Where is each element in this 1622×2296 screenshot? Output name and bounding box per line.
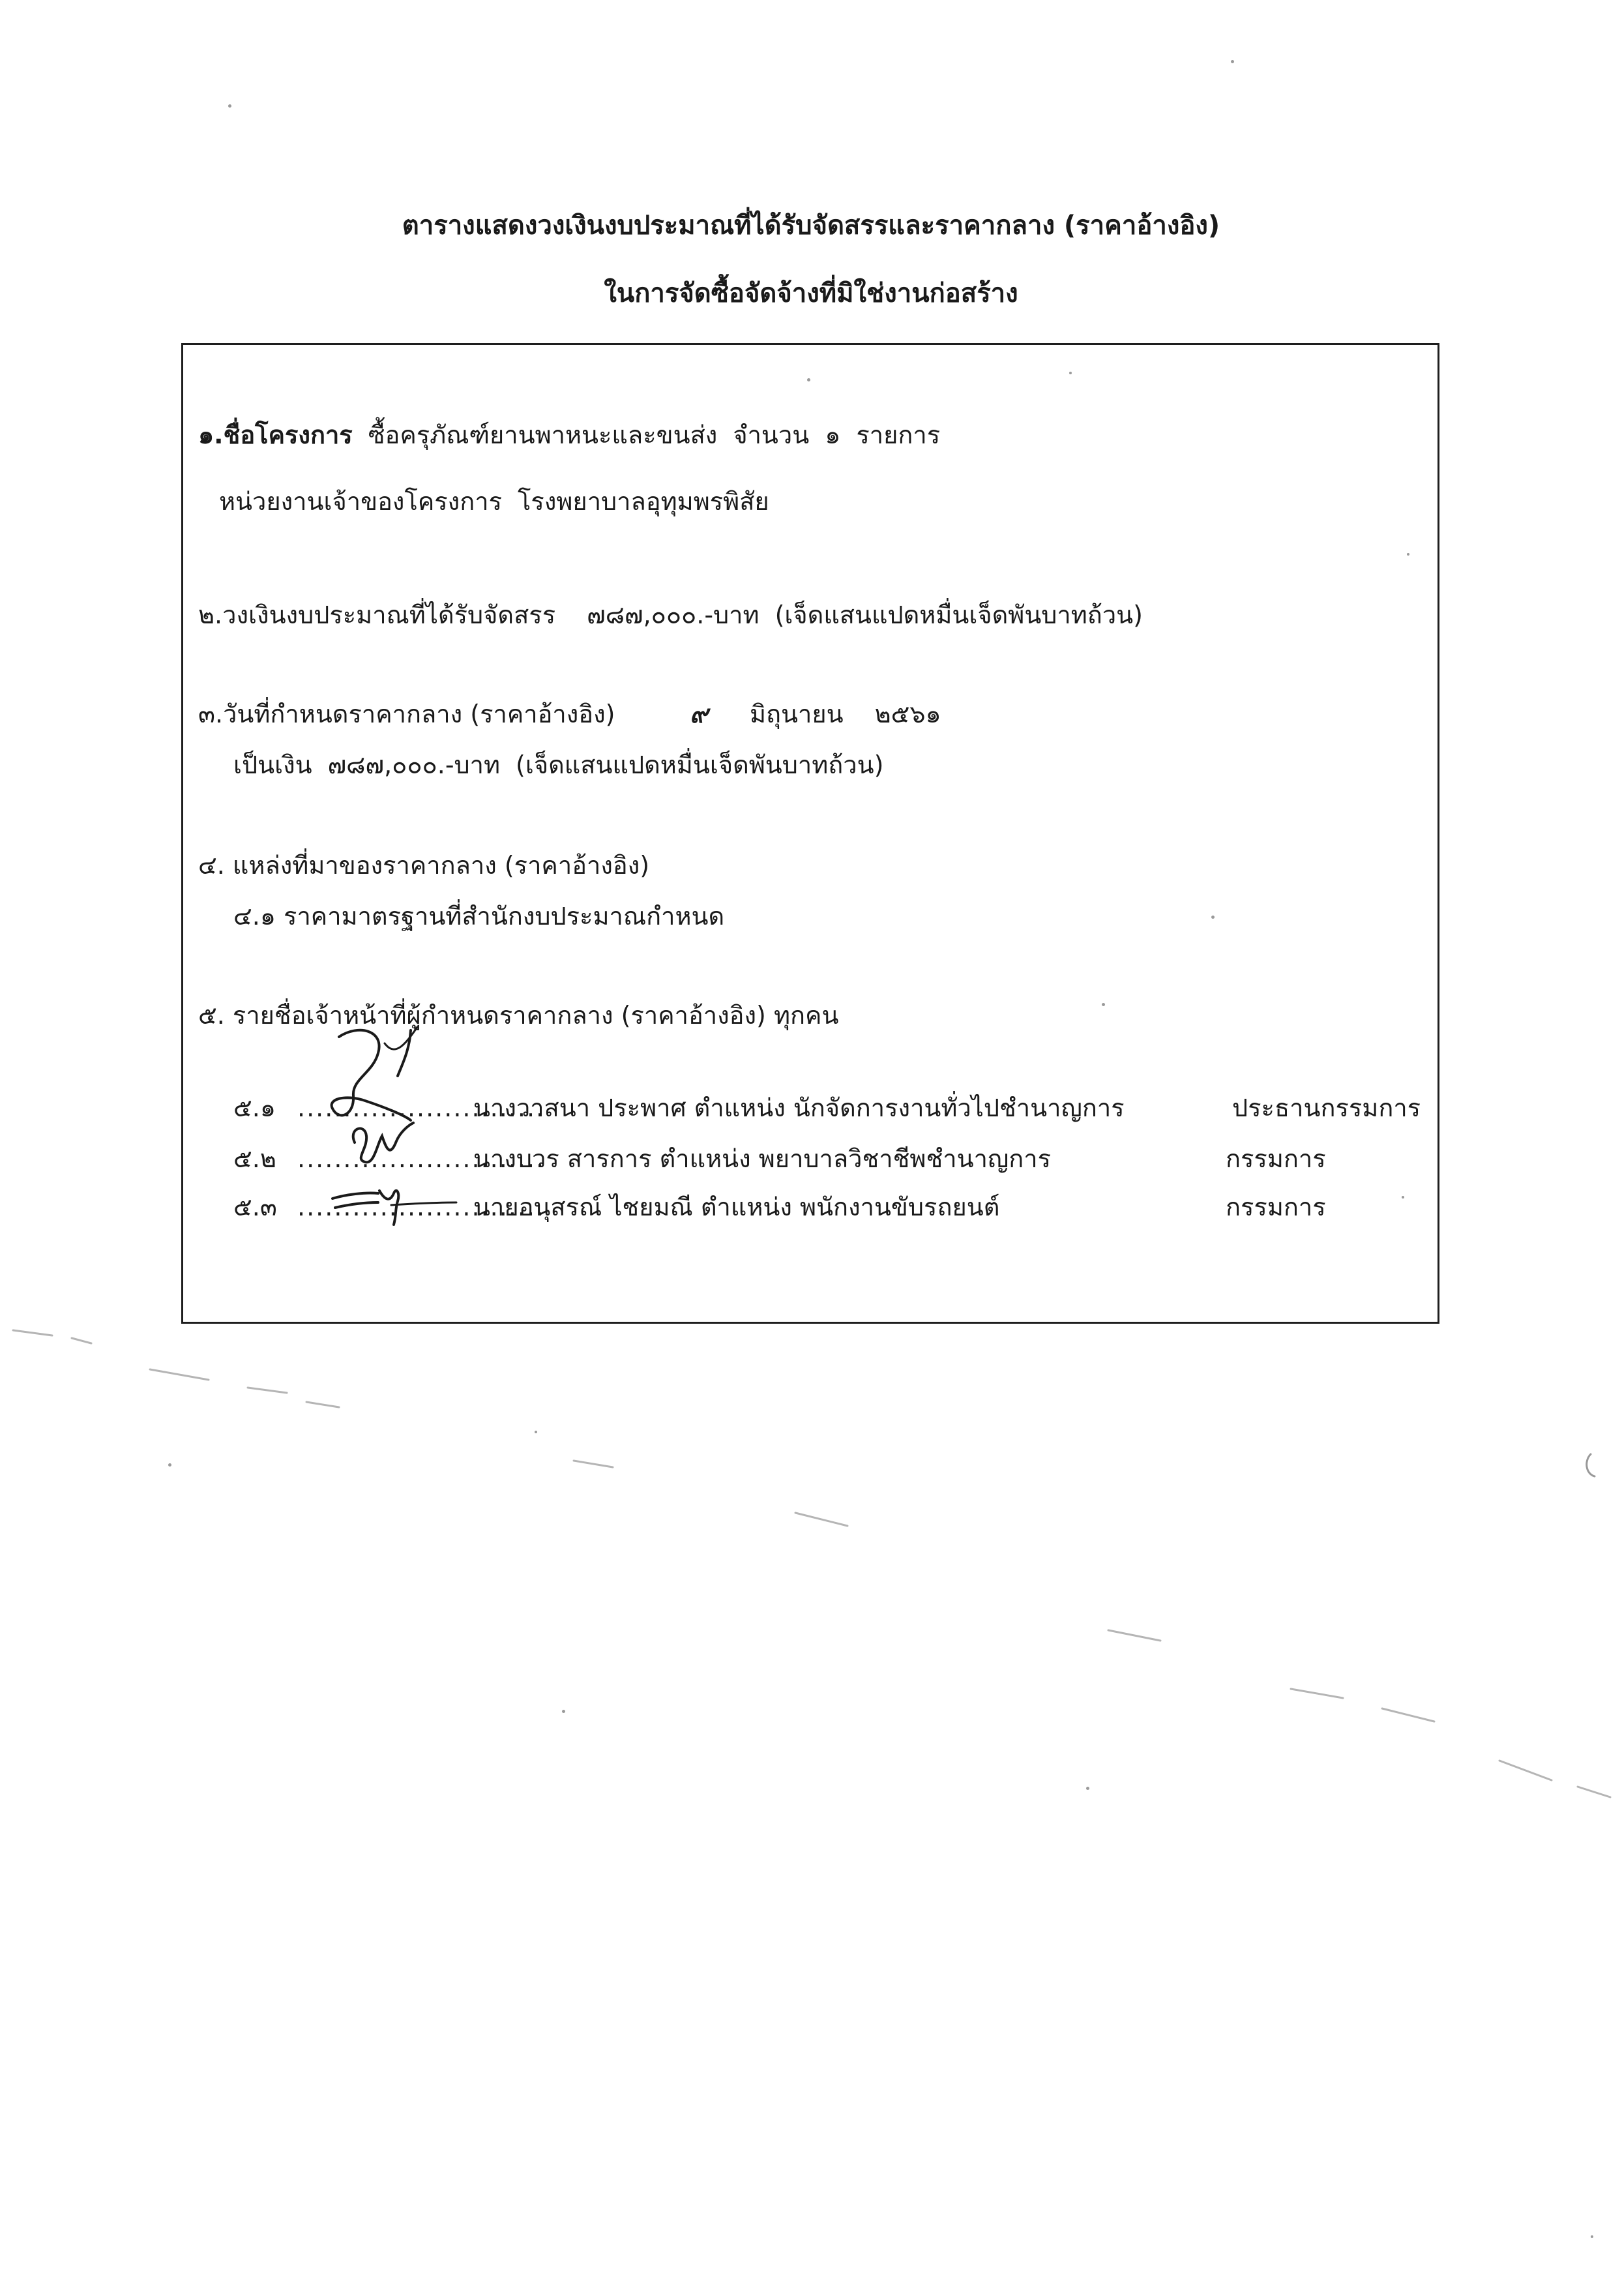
scan-speck [1102, 1003, 1105, 1006]
quantity-unit: รายการ [856, 421, 941, 449]
member-number: ๕.๒ [233, 1144, 276, 1173]
member-name-position: นางวาสนา ประพาศ ตำแหน่ง นักจัดการงานทั่วไปชำนาญการ [473, 1094, 1125, 1122]
committee-member-row [233, 1141, 1426, 1176]
document-title: ตารางแสดงวงเงินงบประมาณที่ได้รับจัดสรรและราคากลาง (ราคาอ้างอิง) [402, 211, 1220, 241]
date-month: มิถุนายน [750, 700, 844, 728]
member-role: กรรมการ [1226, 1144, 1326, 1173]
budget-amount-words: (เจ็ดแสนแปดหมื่นเจ็ดพันบาทถ้วน) [774, 601, 1143, 629]
signature-line: ........................... [297, 1094, 546, 1122]
member-name-position: นางบวร สารการ ตำแหน่ง พยาบาลวิชาชีพชำนาญการ [473, 1144, 1052, 1173]
committee-member-row [233, 1189, 1426, 1225]
section4-item: ๔.๑ ราคามาตรฐานที่สำนักงบประมาณกำหนด [233, 902, 725, 931]
scan-speck [1591, 2235, 1593, 2238]
scan-speck [807, 378, 810, 381]
section5-label: ๕. รายชื่อเจ้าหน้าที่ผู้กำหนดราคากลาง (ราคาอ้างอิง) ทุกคน [198, 1001, 839, 1030]
section1-label: ๑.ชื่อโครงการ [198, 421, 353, 449]
scan-speck [1086, 1787, 1089, 1790]
date-year: ๒๕๖๑ [874, 700, 941, 728]
scan-speck [1402, 1196, 1404, 1199]
scan-noise-marks [0, 1304, 1622, 1813]
reference-amount-words: (เจ็ดแสนแปดหมื่นเจ็ดพันบาทถ้วน) [516, 751, 884, 779]
member-number: ๕.๑ [233, 1094, 276, 1122]
reference-amount-label: เป็นเงิน [233, 751, 312, 779]
scan-speck [1407, 553, 1409, 556]
reference-amount: ๗๘๗,๐๐๐.-บาท [327, 751, 501, 779]
scan-speck [535, 1431, 537, 1433]
section2-line [198, 597, 1143, 633]
project-name: ซื้อครุภัณฑ์ยานพาหนะและขนส่ง [368, 421, 718, 449]
scan-speck [168, 1463, 171, 1467]
section2-label: ๒.วงเงินงบประมาณที่ได้รับจัดสรร [198, 601, 556, 629]
section3-line [198, 696, 615, 732]
reference-amount-line [233, 747, 883, 783]
owner-value: โรงพยาบาลอุทุมพรพิสัย [518, 487, 769, 516]
section4-line [198, 848, 649, 883]
owner-line [219, 484, 769, 519]
section5-line [198, 998, 838, 1033]
scan-speck [1211, 916, 1215, 919]
quantity-value: ๑ [825, 421, 841, 449]
document-subtitle: ในการจัดซื้อจัดจ้างที่มิใช่งานก่อสร้าง [604, 278, 1018, 308]
member-role: กรรมการ [1226, 1193, 1326, 1221]
signature-line: ........................... [297, 1144, 546, 1173]
scan-speck [1231, 60, 1234, 63]
date-month-year [750, 696, 941, 732]
owner-label: หน่วยงานเจ้าของโครงการ [219, 487, 502, 516]
section4-label: ๔. แหล่งที่มาของราคากลาง (ราคาอ้างอิง) [198, 851, 650, 880]
scan-speck [562, 1710, 565, 1713]
signature-line: ........................... [297, 1193, 546, 1221]
member-number: ๕.๓ [233, 1193, 277, 1221]
committee-member-row [233, 1090, 1426, 1126]
scan-speck [1069, 372, 1072, 374]
scan-speck [228, 104, 231, 108]
section1-line [198, 417, 940, 453]
member-name-position: นายอนุสรณ์ ไชยมณี ตำแหน่ง พนักงานขับรถยนต์ [473, 1193, 1000, 1221]
member-role: ประธานกรรมการ [1232, 1094, 1421, 1122]
budget-amount: ๗๘๗,๐๐๐.-บาท [587, 601, 759, 629]
section3-label: ๓.วันที่กำหนดราคากลาง (ราคาอ้างอิง) [198, 700, 615, 728]
handwritten-day: ๙ [690, 699, 708, 728]
quantity-label: จำนวน [733, 421, 810, 449]
